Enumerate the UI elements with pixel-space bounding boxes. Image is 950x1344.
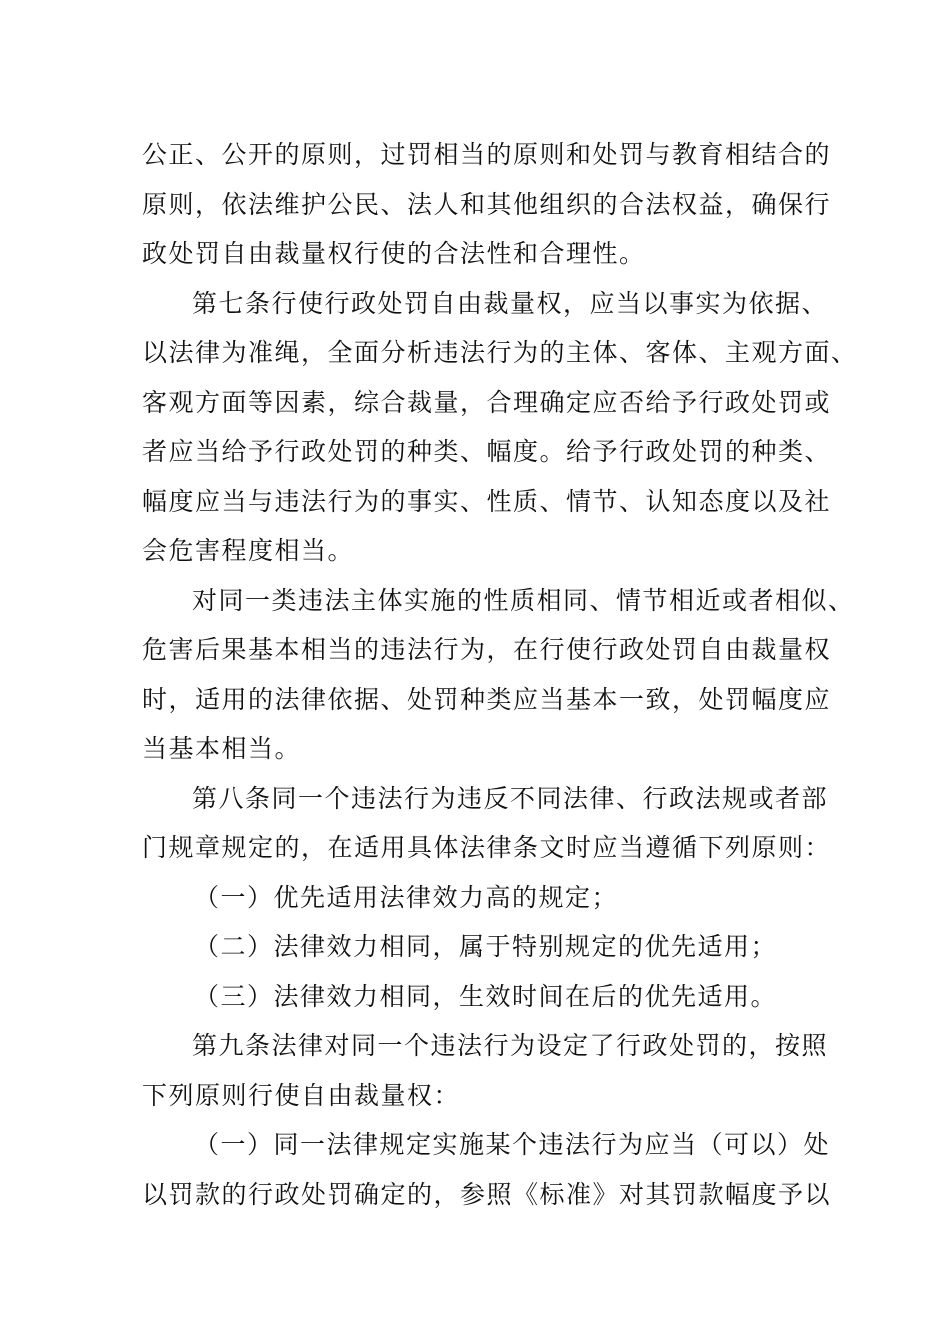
document-body (142, 130, 858, 1219)
article-8-heading-line: 第八条同一个违法行为违反不同法律、行政法规或者部 (192, 783, 829, 813)
list-item-line: （一）优先适用法律效力高的规定； (194, 882, 619, 912)
text-line: 门规章规定的，在适用具体法律条文时应当遵循下列原则： (142, 833, 832, 862)
text-line: 幅度应当与违法行为的事实、性质、情节、认知态度以及社 (142, 486, 832, 516)
list-item-line: （三）法律效力相同，生效时间在后的优先适用。 (194, 981, 778, 1011)
text-line: 公正、公开的原则，过罚相当的原则和处罚与教育相结合的 (142, 140, 832, 169)
text-line: 原则，依法维护公民、法人和其他组织的合法权益，确保行 (142, 189, 832, 219)
article-9-heading-line: 第九条法律对同一个违法行为设定了行政处罚的，按照 (192, 1031, 829, 1060)
text-line: 时，适用的法律依据、处罚种类应当基本一致，处罚幅度应 (142, 684, 832, 714)
text-line: 危害后果基本相当的违法行为，在行使行政处罚自由裁量权 (142, 635, 832, 664)
text-line: 下列原则行使自由裁量权： (142, 1080, 461, 1110)
text-line: 当基本相当。 (142, 734, 302, 763)
list-item-line: （一）同一法律规定实施某个违法行为应当（可以）处 (194, 1130, 831, 1159)
paragraph-start-line: 对同一类违法主体实施的性质相同、情节相近或者相似、 (192, 585, 855, 615)
list-item-line: （二）法律效力相同，属于特别规定的优先适用； (194, 932, 778, 961)
text-line: 客观方面等因素，综合裁量，合理确定应否给予行政处罚或 (142, 387, 832, 417)
article-7-heading-line: 第七条行使行政处罚自由裁量权，应当以事实为依据、 (192, 288, 829, 318)
text-line: 者应当给予行政处罚的种类、幅度。给予行政处罚的种类、 (142, 437, 832, 466)
text-line: 政处罚自由裁量权行使的合法性和合理性。 (142, 239, 646, 268)
text-line: 以罚款的行政处罚确定的，参照《标准》对其罚款幅度予以 (142, 1179, 832, 1209)
text-line: 会危害程度相当。 (142, 536, 355, 565)
text-line: 以法律为准绳，全面分析违法行为的主体、客体、主观方面、 (142, 338, 858, 367)
